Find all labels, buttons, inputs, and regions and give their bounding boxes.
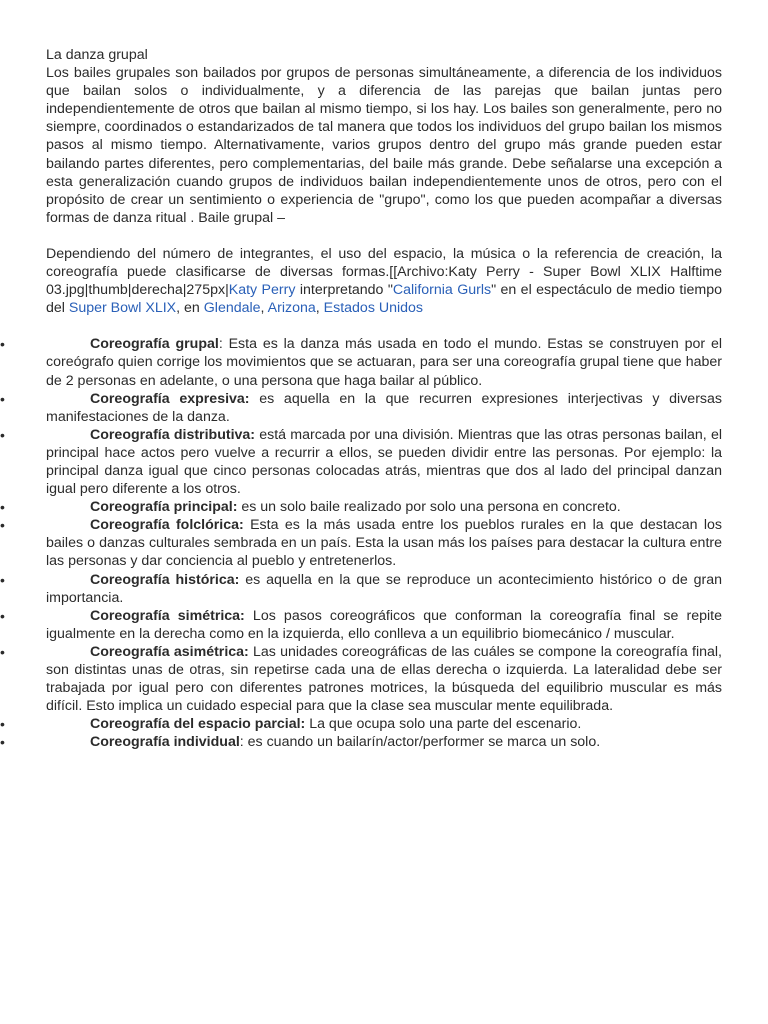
item-text: : es cuando un bailarín/actor/performer se marca un solo. (239, 734, 601, 751)
paragraph-text: , (260, 300, 268, 317)
list-item (0, 571, 722, 607)
item-term: Coreografía simétrica: (90, 607, 245, 624)
paragraph-text: interpretando " (295, 282, 393, 299)
item-term: Coreografía principal: (90, 499, 238, 516)
item-text: Los pasos coreográficos que conforman la coreografía final se repite igualmente en la derecha como en la izquierda, ello conlleva a un equilibrio biomecánico / muscular. (46, 607, 722, 642)
link-california-gurls[interactable]: California Gurls (392, 282, 492, 299)
item-text: Esta es la más usada entre los pueblos rurales en la que destacan los bailes o danzas culturales sembrada en un país. Esta la usan más los países para destacar la cultura entre las personas y dar conciencia al pueblo y entretenerlos. (46, 517, 722, 570)
item-term: Coreografía folclórica: (90, 517, 244, 534)
item-text: : Esta es la danza más usada en todo el mundo. Estas se construyen por el coreógrafo quien corrige los movimientos que se actuaran, para ser una coreografía grupal tiene que haber de 2 personas en adelante, o una persona que haga bailar al público. (46, 336, 722, 389)
list-item (0, 733, 722, 751)
item-text: La que ocupa solo una parte del escenario. (305, 716, 582, 733)
intro-paragraph: Los bailes grupales son bailados por grupos de personas simultáneamente, a diferencia de los individuos que bailan solos o individualmente, y a diferencia de las parejas que bailan juntas pero independientemente de otros que bailan al mismo tiempo, si los hay. Los bailes son generalmente, pero no siempre, coordinados o estandarizados de tal manera que todos los individuos del grupo bailan los mismos pasos al mismo tiempo. Alternativamente, varios grupos dentro del grupo más grande pueden estar bailando partes diferentes, pero complementarias, del baile más grande. Debe señalarse una excepción a esta generalización cuando grupos de individuos bailan independientemente unos de otros, pero con el propósito de crear un sentimiento o experiencia de "grupo", como los que pueden acompañar a diversas formas de danza ritual . Baile grupal – (46, 65, 722, 226)
item-term: Coreografía expresiva: (90, 390, 250, 407)
bullet-icon: • (0, 643, 5, 660)
document-page (0, 46, 722, 751)
list-item (0, 516, 722, 570)
list-item (0, 390, 722, 426)
list-item (0, 426, 722, 498)
link-glendale[interactable]: Glendale (203, 300, 261, 317)
item-term: Coreografía del espacio parcial: (90, 716, 306, 733)
item-term: Coreografía histórica: (90, 571, 240, 588)
bullet-icon: • (0, 734, 5, 751)
link-super-bowl-xlix[interactable]: Super Bowl XLIX (68, 300, 177, 317)
paragraph-text: Dependiendo del número de integrantes, el uso del espacio, la música o la referencia de creación, la coreografía puede clasificarse de diversas formas.[[Archivo:Katy Perry - Super Bowl XLIX Halftime 03.jpg|thumb|derecha|275px| (46, 245, 722, 299)
bullet-icon: • (0, 517, 5, 534)
link-estados-unidos[interactable]: Estados Unidos (323, 300, 424, 317)
item-text: Las unidades coreográficas de las cuáles se compone la coreografía final, son distintas unas de otras, sin repetirse cada una de ellas derecha o izquierda. La lateralidad debe ser trabajada por igual pero con diferentes patrones motrices, la búsqueda del equilibrio muscular es más difícil. Esto implica un cuidado especial para que la clase sea muscular mente equilibrada. (46, 643, 722, 715)
list-item (0, 335, 722, 389)
item-term: Coreografía grupal (90, 336, 219, 353)
item-text: es aquella en la que recurren expresiones interjectivas y diversas manifestaciones de la danza. (46, 390, 722, 425)
paragraph-text: , (315, 300, 324, 317)
choreography-list (0, 335, 722, 751)
link-arizona[interactable]: Arizona (267, 300, 316, 317)
bullet-icon: • (0, 571, 5, 588)
list-item (0, 715, 722, 733)
paragraph-text: " en el espectáculo de medio tiempo del (46, 282, 722, 317)
item-term: Coreografía distributiva: (90, 426, 256, 443)
classification-paragraph (46, 245, 722, 317)
paragraph-text: , en (176, 300, 204, 317)
bullet-icon: • (0, 499, 5, 516)
bullet-icon: • (0, 426, 5, 443)
item-term: Coreografía individual (90, 734, 240, 751)
list-item (0, 498, 722, 516)
bullet-icon: • (0, 716, 5, 733)
item-text: está marcada por una división. Mientras que las otras personas bailan, el principal hace actos pero vuelve a recurrir a ellos, se pueden dividir entre las personas. Por ejemplo: la principal danza igual que cinco personas colocadas atrás, mientras que dos al lado del principal danzan igual pero diferente a los otros. (46, 426, 722, 498)
document-title: La danza grupal (46, 47, 148, 63)
item-text: es un solo baile realizado por solo una persona en concreto. (237, 499, 621, 516)
bullet-icon: • (0, 336, 5, 353)
item-term: Coreografía asimétrica: (90, 643, 249, 660)
list-item (0, 607, 722, 643)
item-text: es aquella en la que se reproduce un acontecimiento histórico o de gran importancia. (46, 571, 722, 606)
link-katy-perry[interactable]: Katy Perry (228, 282, 296, 299)
list-item (0, 643, 722, 715)
bullet-icon: • (0, 607, 5, 624)
bullet-icon: • (0, 390, 5, 407)
